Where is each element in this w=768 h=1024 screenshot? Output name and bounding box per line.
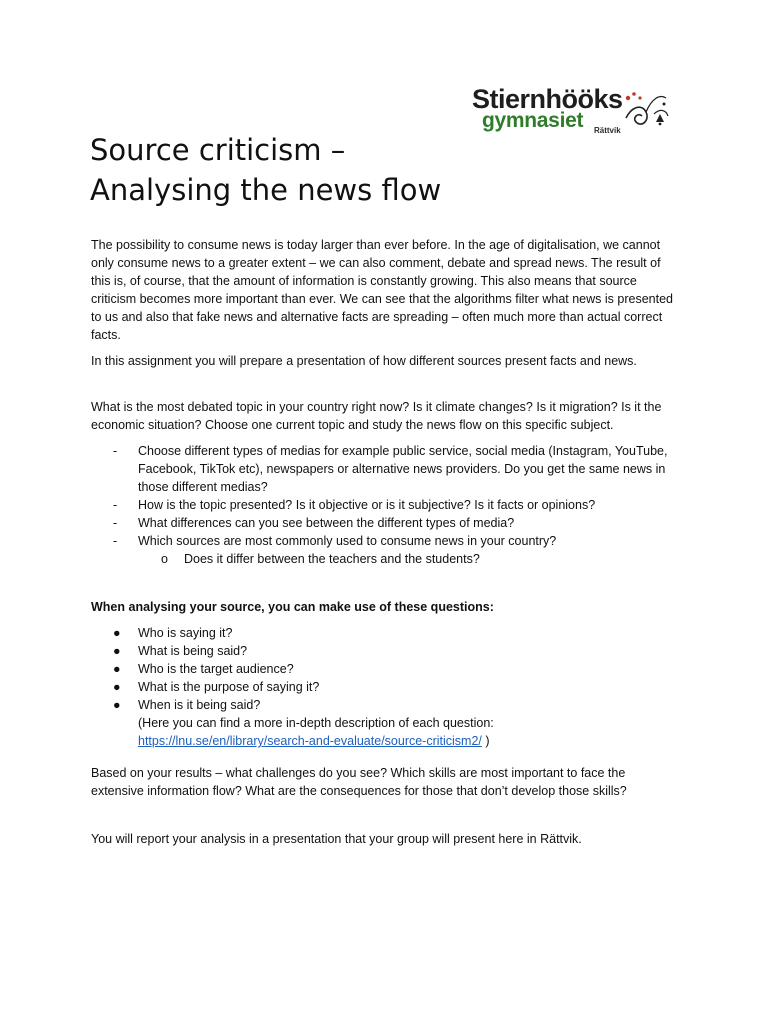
bullet-marker: ● — [113, 626, 121, 640]
list-item — [91, 442, 681, 496]
question-text: Who is the target audience? — [138, 662, 294, 676]
report-paragraph: You will report your analysis in a presentation that your group will present here in Rättvik. — [91, 832, 582, 846]
question-item — [91, 642, 681, 660]
link-note-suffix: ) — [481, 734, 490, 748]
dash-marker: - — [113, 444, 118, 458]
question-item — [91, 696, 681, 750]
intro-paragraph: The possibility to consume news is today larger than ever before. In the age of digitalisation, we cannot only consume news to a greater extent – we can also comment, debate and spread news. The result of this is, of course, that the amount of information is constantly growing. This also means that source criticism becomes more important than ever. We can see that the algorithms filter what news is presented to us and also that fake news and alternative facts are spreading – often much more than actual correct facts. — [91, 238, 673, 342]
sub-list-item — [91, 550, 681, 568]
list-item-text: Which sources are most commonly used to consume news in your country? — [138, 534, 557, 548]
floral-ornament-icon — [620, 88, 672, 134]
bullet-marker: ● — [113, 662, 121, 676]
spacer — [91, 750, 681, 764]
circle-marker: o — [161, 552, 168, 566]
bullet-marker: ● — [113, 698, 121, 712]
source-criticism-link[interactable]: https://lnu.se/en/library/search-and-evaluate/source-criticism2/ — [138, 734, 482, 748]
assignment-paragraph: In this assignment you will prepare a presentation of how different sources present facts and news. — [91, 354, 637, 368]
question-item — [91, 660, 681, 678]
list-item — [91, 496, 681, 514]
list-item — [91, 514, 681, 532]
logo-name-line2: gymnasiet — [482, 109, 584, 132]
title-line-2: Analysing the news flow — [90, 173, 442, 207]
dash-marker: - — [113, 498, 118, 512]
questions-list — [91, 624, 681, 750]
list-item-text: Choose different types of medias for example public service, social media (Instagram, YouTube, Facebook, TikTok etc), newspapers or alternative news providers. Do you get the same news in those different medias? — [138, 444, 668, 494]
logo-town: Rättvik — [594, 126, 621, 135]
logo-name-line1: Stiernhööks — [472, 84, 623, 114]
bullet-marker: ● — [113, 644, 121, 658]
question-text: Who is saying it? — [138, 626, 233, 640]
challenges-paragraph: Based on your results – what challenges do you see? Which skills are most important to face the extensive information flow? What are the consequences for those that don’t develop those skills? — [91, 766, 627, 798]
page-title — [90, 130, 590, 210]
dash-marker: - — [113, 516, 118, 530]
topic-question-paragraph: What is the most debated topic in your country right now? Is it climate changes? Is it migration? Is it the economic situation? Choose one current topic and study the news flow on this specific subject. — [91, 400, 662, 432]
bullet-marker: ● — [113, 680, 121, 694]
document-body — [91, 236, 681, 848]
list-item — [91, 532, 681, 550]
list-item-text: What differences can you see between the different types of media? — [138, 516, 515, 530]
dash-marker: - — [113, 534, 118, 548]
spacer — [91, 800, 681, 830]
question-item — [91, 624, 681, 642]
spacer — [91, 568, 681, 598]
question-text: What is the purpose of saying it? — [138, 680, 320, 694]
question-item — [91, 678, 681, 696]
dash-list — [91, 442, 681, 568]
link-note-prefix: (Here you can find a more in-depth description of each question: — [138, 716, 494, 730]
question-text: What is being said? — [138, 644, 248, 658]
list-item-text: How is the topic presented? Is it objective or is it subjective? Is it facts or opinions? — [138, 498, 596, 512]
sub-list-item-text: Does it differ between the teachers and the students? — [184, 552, 480, 566]
spacer — [91, 370, 681, 398]
title-line-1: Source criticism – — [90, 133, 346, 167]
questions-heading: When analysing your source, you can make use of these questions: — [91, 600, 494, 614]
question-text: When is it being said? — [138, 698, 261, 712]
